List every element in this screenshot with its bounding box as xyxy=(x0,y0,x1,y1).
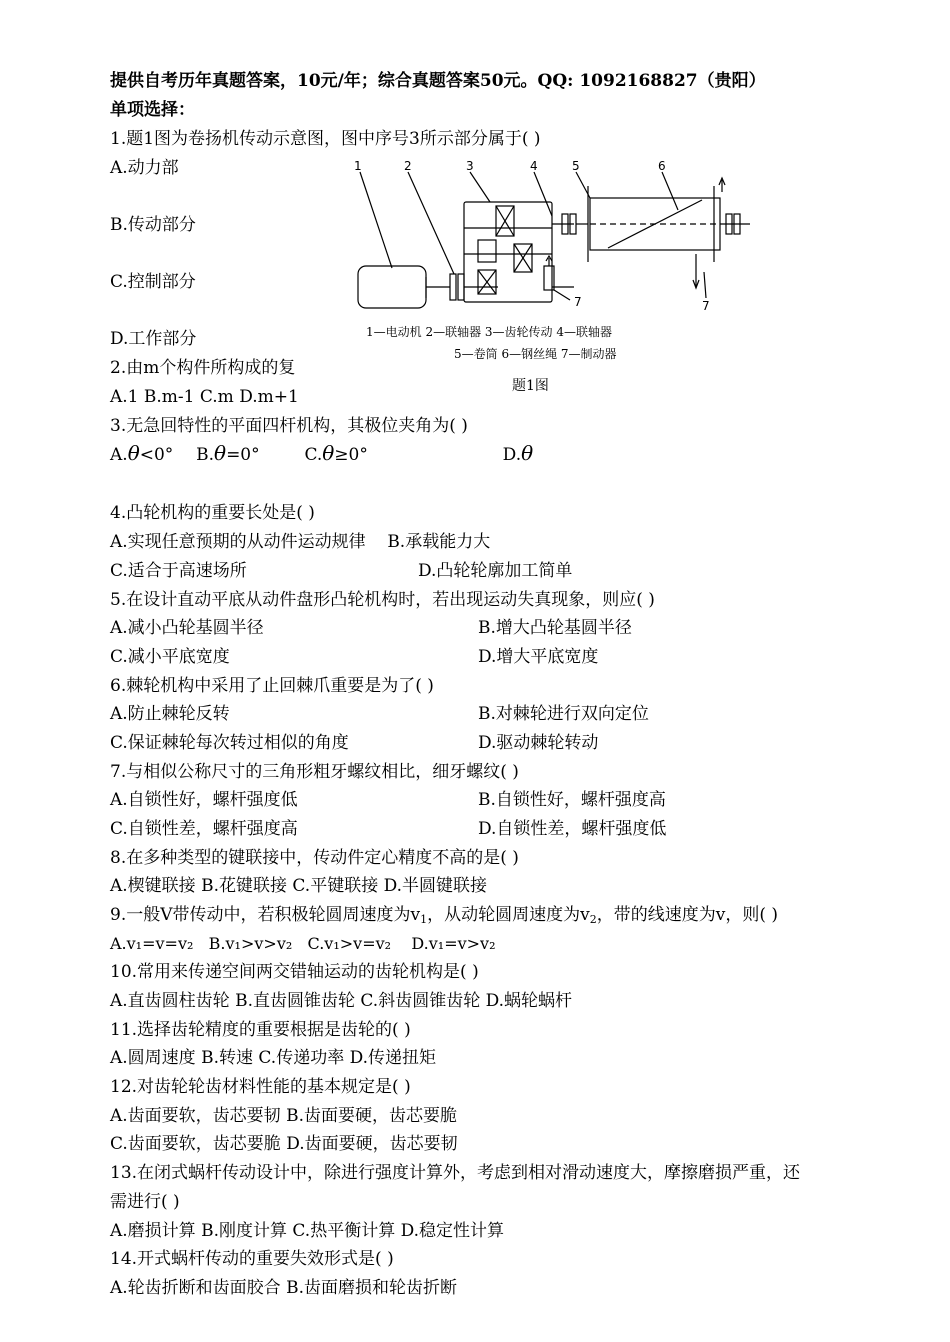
q9-option-a: A.v₁=v=v₂ xyxy=(110,934,194,953)
q4-stem: 4.凸轮机构的重要长处是( ) xyxy=(110,503,315,523)
q14-options: A.轮齿折断和齿面胶合 B.齿面磨损和轮齿折断 xyxy=(110,1278,457,1298)
q3-options xyxy=(110,442,533,466)
q9-stem-part2: ，从动轮圆周速度为v xyxy=(427,905,590,925)
q5-stem: 5.在设计直动平底从动件盘形凸轮机构时，若出现运动失真现象，则应( ) xyxy=(110,590,655,610)
q9-stem xyxy=(110,904,778,931)
winch-diagram xyxy=(338,158,758,398)
fig-number-4: 4 xyxy=(530,159,538,173)
fig-number-3: 3 xyxy=(466,159,474,173)
fig-number-1: 1 xyxy=(354,159,362,173)
q5-option-b: B.增大凸轮基圆半径 xyxy=(478,618,632,638)
theta-symbol: θ xyxy=(214,441,227,465)
q3-option-c-value: ≥0° xyxy=(334,445,368,465)
q1-option-b: B.传动部分 xyxy=(110,215,196,235)
fig-legend-line1: 1—电动机 2—联轴器 3—齿轮传动 4—联轴器 xyxy=(366,325,612,339)
q8-stem: 8.在多种类型的键联接中，传动件定心精度不高的是( ) xyxy=(110,848,519,868)
fig-number-6: 6 xyxy=(658,159,666,173)
section-title: 单项选择： xyxy=(110,100,195,120)
q13-options: A.磨损计算 B.刚度计算 C.热平衡计算 D.稳定性计算 xyxy=(110,1221,505,1241)
q4-option-b: B.承载能力大 xyxy=(387,532,491,552)
q7-option-d: D.自锁性差，螺杆强度低 xyxy=(478,819,667,839)
q13-stem-line2: 需进行( ) xyxy=(110,1192,180,1212)
q4-option-c: C.适合于高速场所 xyxy=(110,561,247,581)
q1-option-d: D.工作部分 xyxy=(110,329,197,349)
q6-option-b: B.对棘轮进行双向定位 xyxy=(478,704,649,724)
q2-options: A.1 B.m-1 C.m D.m+1 xyxy=(110,387,299,407)
q9-sub2: 2 xyxy=(589,913,597,926)
q4-row1 xyxy=(110,531,490,553)
q11-stem: 11.选择齿轮精度的重要根据是齿轮的( ) xyxy=(110,1020,411,1040)
q9-option-d: D.v₁=v>v₂ xyxy=(411,934,496,953)
q10-stem: 10.常用来传递空间两交错轴运动的齿轮机构是( ) xyxy=(110,962,479,982)
q3-option-a-label: A. xyxy=(110,445,128,465)
q5-option-d: D.增大平底宽度 xyxy=(478,647,599,667)
fig-number-7a: 7 xyxy=(574,295,582,309)
q9-option-c: C.v₁>v=v₂ xyxy=(307,934,392,953)
q14-stem: 14.开式蜗杆传动的重要失效形式是( ) xyxy=(110,1249,394,1269)
fig-legend-line2: 5—卷筒 6—钢丝绳 7—制动器 xyxy=(454,347,617,361)
q9-sub1: 1 xyxy=(420,913,428,926)
q3-option-a-value: <0° xyxy=(139,445,174,465)
q3-option-c-label: C. xyxy=(304,445,323,465)
q8-options: A.楔键联接 B.花键联接 C.平键联接 D.半圆键联接 xyxy=(110,876,488,896)
q7-option-a: A.自锁性好，螺杆强度低 xyxy=(110,790,298,810)
q10-options: A.直齿圆柱齿轮 B.直齿圆锥齿轮 C.斜齿圆锥齿轮 D.蜗轮蜗杆 xyxy=(110,991,573,1011)
q5-option-c: C.减小平底宽度 xyxy=(110,647,230,667)
fig-number-5: 5 xyxy=(572,159,580,173)
theta-symbol: θ xyxy=(127,441,140,465)
q1-option-c: C.控制部分 xyxy=(110,272,196,292)
q2-stem: 2.由m个构件所构成的复 xyxy=(110,358,296,378)
q7-option-c: C.自锁性差，螺杆强度高 xyxy=(110,819,298,839)
q9-option-b: B.v₁>v>v₂ xyxy=(208,934,293,953)
q9-options xyxy=(110,933,496,955)
q11-options: A.圆周速度 B.转速 C.传递功率 D.传递扭矩 xyxy=(110,1048,437,1068)
theta-symbol: θ xyxy=(521,441,534,465)
q9-stem-part1: 9.一般V带传动中，若积极轮圆周速度为v xyxy=(110,905,421,925)
fig-number-7b: 7 xyxy=(702,299,710,313)
theta-symbol: θ xyxy=(322,441,335,465)
q6-stem: 6.棘轮机构中采用了止回棘爪重要是为了( ) xyxy=(110,676,434,696)
q5-option-a: A.减小凸轮基圆半径 xyxy=(110,618,264,638)
q3-stem: 3.无急回特性的平面四杆机构，其极位夹角为( ) xyxy=(110,416,468,436)
q3-option-b-label: B. xyxy=(196,445,215,465)
q6-option-c: C.保证棘轮每次转过相似的角度 xyxy=(110,733,349,753)
q4-option-a: A.实现任意预期的从动件运动规律 xyxy=(110,532,366,552)
q6-option-d: D.驱动棘轮转动 xyxy=(478,733,599,753)
q6-option-a: A.防止棘轮反转 xyxy=(110,704,230,724)
q1-stem: 1.题1图为卷扬机传动示意图，图中序号3所示部分属于( ) xyxy=(110,129,541,149)
q1-option-a: A.动力部 xyxy=(110,158,179,178)
q7-stem: 7.与相似公称尺寸的三角形粗牙螺纹相比，细牙螺纹( ) xyxy=(110,762,519,782)
header-ad: 提供自考历年真题答案，10元/年；综合真题答案50元。QQ: 1092168827（贵阳） xyxy=(110,71,766,91)
q13-stem-line1: 13.在闭式蜗杆传动设计中，除进行强度计算外，考虑到相对滑动速度大，摩擦磨损严重，还 xyxy=(110,1163,801,1183)
q9-stem-part3: ，带的线速度为v，则( ) xyxy=(596,905,778,925)
q12-stem: 12.对齿轮轮齿材料性能的基本规定是( ) xyxy=(110,1077,411,1097)
q3-option-b-value: =0° xyxy=(226,445,260,465)
q12-options-row2: C.齿面要软，齿芯要脆 D.齿面要硬，齿芯要韧 xyxy=(110,1134,458,1154)
q7-option-b: B.自锁性好，螺杆强度高 xyxy=(478,790,666,810)
q4-option-d: D.凸轮轮廓加工简单 xyxy=(418,561,573,581)
q3-option-d-label: D. xyxy=(502,445,522,465)
q12-options-row1: A.齿面要软，齿芯要韧 B.齿面要硬，齿芯要脆 xyxy=(110,1106,457,1126)
fig-caption: 题1图 xyxy=(512,378,549,394)
fig-number-2: 2 xyxy=(404,159,412,173)
